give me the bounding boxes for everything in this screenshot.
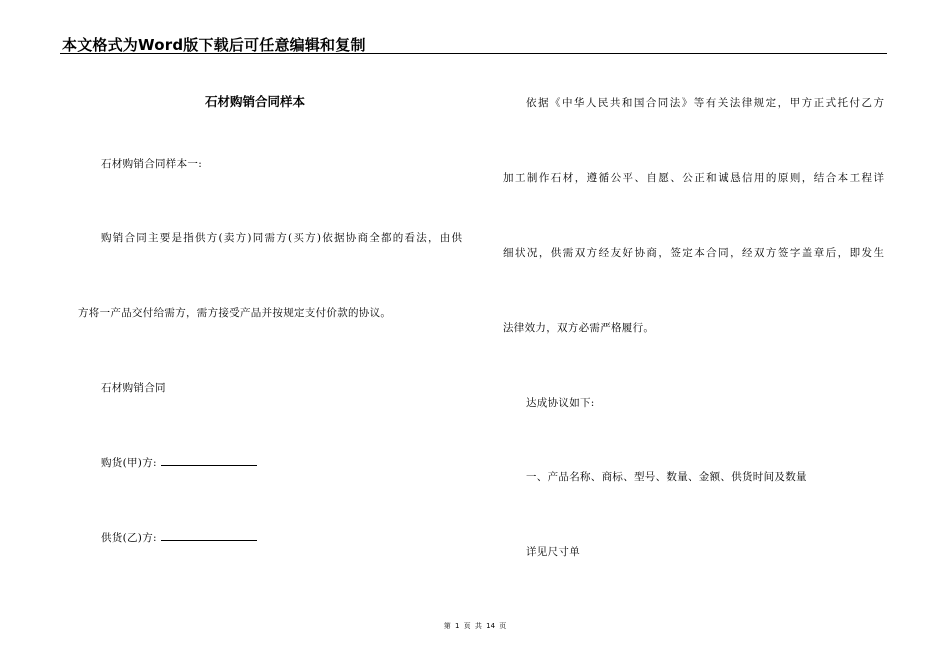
paragraph-contract-name: 石材购销合同 [101, 382, 166, 394]
clause-item-1: 一、产品名称、商标、型号、数量、金额、供货时间及数量 [526, 471, 807, 483]
footer-page-number: 1 [454, 622, 460, 630]
header-divider [60, 53, 887, 54]
clause-item-1-detail: 详见尺寸单 [526, 546, 580, 558]
footer-total-pages: 14 [486, 622, 496, 630]
supplier-blank-line [161, 530, 257, 541]
header-banner: 本文格式为Word版下载后可任意编辑和复制 [62, 36, 366, 54]
footer-page-word: 页 [463, 622, 471, 630]
buyer-field [101, 455, 257, 470]
page-footer [0, 621, 950, 631]
paragraph-basis-line1: 依据《中华人民共和国合同法》等有关法律规定，甲方正式托付乙方 [526, 97, 884, 109]
paragraph-basis-line3: 细状况，供需双方经友好协商，签定本合同，经双方签字盖章后，即发生 [503, 247, 884, 259]
paragraph-definition-line2: 方将一产品交付给需方，需方接受产品并按规定支付价款的协议。 [78, 307, 392, 319]
paragraph-definition-line1: 购销合同主要是指供方(卖方)同需方(买方)依据协商全都的看法，由供 [101, 232, 462, 244]
paragraph-agreement: 达成协议如下: [526, 397, 595, 409]
footer-suffix: 页 [499, 622, 507, 630]
supplier-label: 供货(乙)方: [101, 532, 157, 544]
paragraph-sample-heading: 石材购销合同样本一: [101, 158, 203, 170]
paragraph-basis-line4: 法律效力，双方必需严格履行。 [503, 322, 655, 334]
document-title: 石材购销合同样本 [205, 94, 306, 109]
footer-prefix: 第 [443, 622, 451, 630]
paragraph-basis-line2: 加工制作石材，遵循公平、自愿、公正和诚恳信用的原则，结合本工程详 [503, 172, 884, 184]
buyer-label: 购货(甲)方: [101, 457, 157, 469]
footer-total-word: 共 [474, 622, 482, 630]
supplier-field [101, 530, 257, 545]
buyer-blank-line [161, 455, 257, 466]
